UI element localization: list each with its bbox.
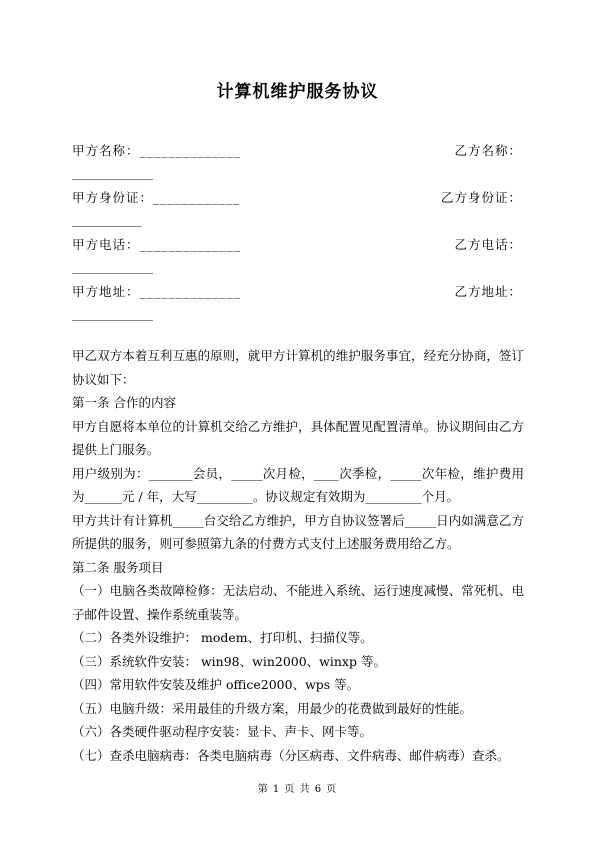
article-1-paragraph-3: 甲方共计有计算机_____台交给乙方维护，甲方自协议签署后_____日内如满意乙方所提供的服务，则可参照第九条的付费方式支付上述服务费用给乙方。 bbox=[72, 512, 524, 551]
party-name-row bbox=[72, 141, 522, 161]
party-b-name-blank: ______________ bbox=[72, 165, 153, 180]
service-item-5: （五）电脑升级：采用最佳的升级方案，用最少的花费做到最好的性能。 bbox=[72, 700, 473, 716]
article-2-heading: 第二条 服务项目 bbox=[72, 559, 164, 575]
intro-paragraph: 甲乙双方本着互利互惠的原则，就甲方计算机的维护服务事宜，经充分协商，签订协议如下： bbox=[72, 348, 524, 387]
service-item-3: （三）系统软件安装： win98、win2000、winxp 等。 bbox=[72, 653, 386, 669]
party-b-id-blank: ____________ bbox=[72, 212, 141, 227]
party-phone-row bbox=[72, 235, 522, 255]
service-item-2: （二）各类外设维护： modem、打印机、扫描仪等。 bbox=[72, 630, 373, 645]
party-a-name-field: 甲方名称：______________ bbox=[72, 143, 242, 158]
article-1-paragraph-1: 甲方自愿将本单位的计算机交给乙方维护，具体配置见配置清单。协议期间由乙方提供上门服务。 bbox=[72, 418, 524, 457]
party-b-address-label: 乙方地址： bbox=[454, 284, 522, 299]
party-a-address-field: 甲方地址：______________ bbox=[72, 284, 242, 299]
article-1-paragraph-2: 用户级别为：_______会员，_____次月检，____次季检，_____次年检，维护费用为______元 / 年，大写_________。协议规定有效期为_________个月。 bbox=[72, 465, 524, 504]
service-item-6: （六）各类硬件驱动程序安装：显卡、声卡、网卡等。 bbox=[72, 724, 373, 739]
party-b-name-label: 乙方名称： bbox=[454, 143, 522, 158]
service-item-4: （四）常用软件安装及维护 office2000、wps 等。 bbox=[72, 677, 360, 692]
party-address-row bbox=[72, 282, 522, 302]
document-title: 计算机维护服务协议 bbox=[216, 82, 379, 102]
party-a-phone-field: 甲方电话：______________ bbox=[72, 237, 242, 252]
page-footer: 第 1 页 共 6 页 bbox=[257, 784, 338, 795]
service-item-1: （一）电脑各类故障检修：无法启动、不能进入系统、运行速度减慢、常死机、电子邮件设置、操作系统重装等。 bbox=[72, 583, 524, 622]
document-body bbox=[72, 344, 524, 767]
service-item-7: （七）查杀电脑病毒：各类电脑病毒（分区病毒、文件病毒、邮件病毒）查杀。 bbox=[72, 747, 510, 763]
party-b-phone-label: 乙方电话： bbox=[454, 237, 522, 252]
party-id-row bbox=[72, 188, 522, 208]
article-1-heading: 第一条 合作的内容 bbox=[72, 395, 176, 410]
party-b-address-blank: ______________ bbox=[72, 306, 153, 321]
party-b-id-label: 乙方身份证： bbox=[440, 190, 522, 205]
party-b-phone-blank: ______________ bbox=[72, 259, 153, 274]
party-a-id-field: 甲方身份证：____________ bbox=[72, 190, 241, 205]
